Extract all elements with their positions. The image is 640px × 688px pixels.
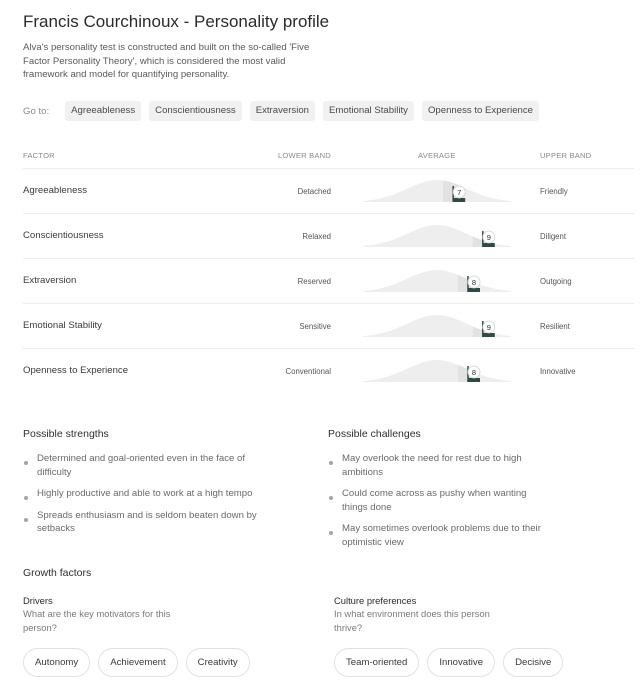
intro-text: Alva's personality test is constructed and built on the so-called 'Five Factor Personality Theory', which is considered the most valid framework and model for quantifying personality. xyxy=(23,42,310,80)
lower-band-label: Detached xyxy=(297,187,331,196)
culture-pill[interactable]: Decisive xyxy=(503,648,563,677)
bell-curve xyxy=(363,180,511,202)
strengths-title: Possible strengths xyxy=(23,428,109,440)
challenges-list xyxy=(328,452,548,557)
challenge-text: May overlook the need for rest due to high ambitions xyxy=(342,453,522,478)
header-factor: FACTOR xyxy=(23,151,55,160)
header-upper-band: UPPER BAND xyxy=(540,151,592,160)
strength-text: Determined and goal-oriented even in the face of difficulty xyxy=(37,453,245,478)
upper-band-label: Outgoing xyxy=(540,277,572,286)
factor-row-emotional-stability xyxy=(0,303,640,348)
factor-name: Conscientiousness xyxy=(23,230,104,241)
score-label: 8 xyxy=(471,367,477,377)
goto-chips xyxy=(65,101,539,121)
score-label: 9 xyxy=(486,232,491,242)
lower-band-label: Relaxed xyxy=(302,232,331,241)
goto-chip-extraversion[interactable]: Extraversion xyxy=(250,101,315,121)
score-marker-base xyxy=(453,198,465,202)
lower-band-label: Sensitive xyxy=(299,322,331,331)
header-lower-band: LOWER BAND xyxy=(277,151,331,160)
upper-band-label: Friendly xyxy=(540,187,568,196)
factor-name: Openness to Experience xyxy=(23,365,129,376)
bell-curve xyxy=(363,270,511,292)
culture-pill[interactable]: Innovative xyxy=(427,648,495,677)
challenge-item xyxy=(328,487,548,514)
header-average: AVERAGE xyxy=(418,151,456,160)
strength-item xyxy=(23,452,263,479)
challenge-item xyxy=(328,522,548,549)
strengths-list xyxy=(23,452,263,544)
factor-row-agreeableness xyxy=(0,168,640,213)
growth-factors-title: Growth factors xyxy=(23,567,92,579)
score-distribution xyxy=(363,309,511,343)
factor-row-conscientiousness xyxy=(0,213,640,258)
factor-row-openness xyxy=(0,348,640,393)
score-distribution xyxy=(363,264,511,298)
upper-band-label: Innovative xyxy=(540,367,576,376)
factor-row-extraversion xyxy=(0,258,640,303)
goto-chip-openness[interactable]: Openness to Experience xyxy=(422,101,539,121)
strength-item xyxy=(23,487,263,501)
page-title: Francis Courchinoux - Personality profile xyxy=(23,12,330,31)
factor-name: Extraversion xyxy=(23,275,77,286)
score-distribution xyxy=(363,354,511,388)
challenge-item xyxy=(328,452,548,479)
goto-label: Go to: xyxy=(23,105,50,117)
goto-chip-agreeableness[interactable]: Agreeableness xyxy=(65,101,141,121)
score-label: 8 xyxy=(471,277,477,287)
culture-title: Culture preferences xyxy=(334,595,417,606)
strength-item xyxy=(23,509,263,536)
goto-chip-conscientiousness[interactable]: Conscientiousness xyxy=(149,101,242,121)
factor-name: Emotional Stability xyxy=(23,320,102,331)
score-distribution xyxy=(363,219,511,253)
bell-curve xyxy=(363,360,511,382)
driver-pill[interactable]: Creativity xyxy=(186,648,250,677)
bullet-dot xyxy=(329,496,333,500)
upper-band-label: Resilient xyxy=(540,322,570,331)
bullet-dot xyxy=(24,518,28,522)
table-header xyxy=(0,151,640,161)
lower-band-label: Conventional xyxy=(285,367,331,376)
challenge-text: Could come across as pushy when wanting things done xyxy=(342,488,527,513)
drivers-title: Drivers xyxy=(23,595,53,606)
score-label: 9 xyxy=(486,322,491,332)
bullet-dot xyxy=(329,461,333,465)
upper-band-label: Diligent xyxy=(540,232,567,241)
bullet-dot xyxy=(24,461,28,465)
culture-desc: In what environment does this person thrive? xyxy=(334,608,490,633)
bullet-dot xyxy=(329,531,333,535)
drivers-pills xyxy=(23,648,250,677)
goto-nav xyxy=(23,101,539,121)
culture-pill[interactable]: Team-oriented xyxy=(334,648,419,677)
strength-text: Highly productive and able to work at a high tempo xyxy=(37,488,253,499)
drivers-desc: What are the key motivators for this person? xyxy=(23,608,171,633)
lower-band-label: Reserved xyxy=(297,277,331,286)
score-marker-base xyxy=(468,378,480,382)
score-distribution xyxy=(363,174,511,208)
challenge-text: May sometimes overlook problems due to their optimistic view xyxy=(342,523,541,548)
score-marker-base xyxy=(468,288,480,292)
driver-pill[interactable]: Achievement xyxy=(98,648,177,677)
score-marker-base xyxy=(483,333,495,337)
strength-text: Spreads enthusiasm and is seldom beaten down by setbacks xyxy=(37,509,257,534)
score-marker-base xyxy=(483,243,495,247)
factor-name: Agreeableness xyxy=(23,185,88,196)
challenges-title: Possible challenges xyxy=(328,428,421,440)
score-label: 7 xyxy=(457,187,462,197)
bullet-dot xyxy=(24,496,28,500)
driver-pill[interactable]: Autonomy xyxy=(23,648,90,677)
culture-pills xyxy=(334,648,563,677)
goto-chip-emotional-stability[interactable]: Emotional Stability xyxy=(323,101,414,121)
